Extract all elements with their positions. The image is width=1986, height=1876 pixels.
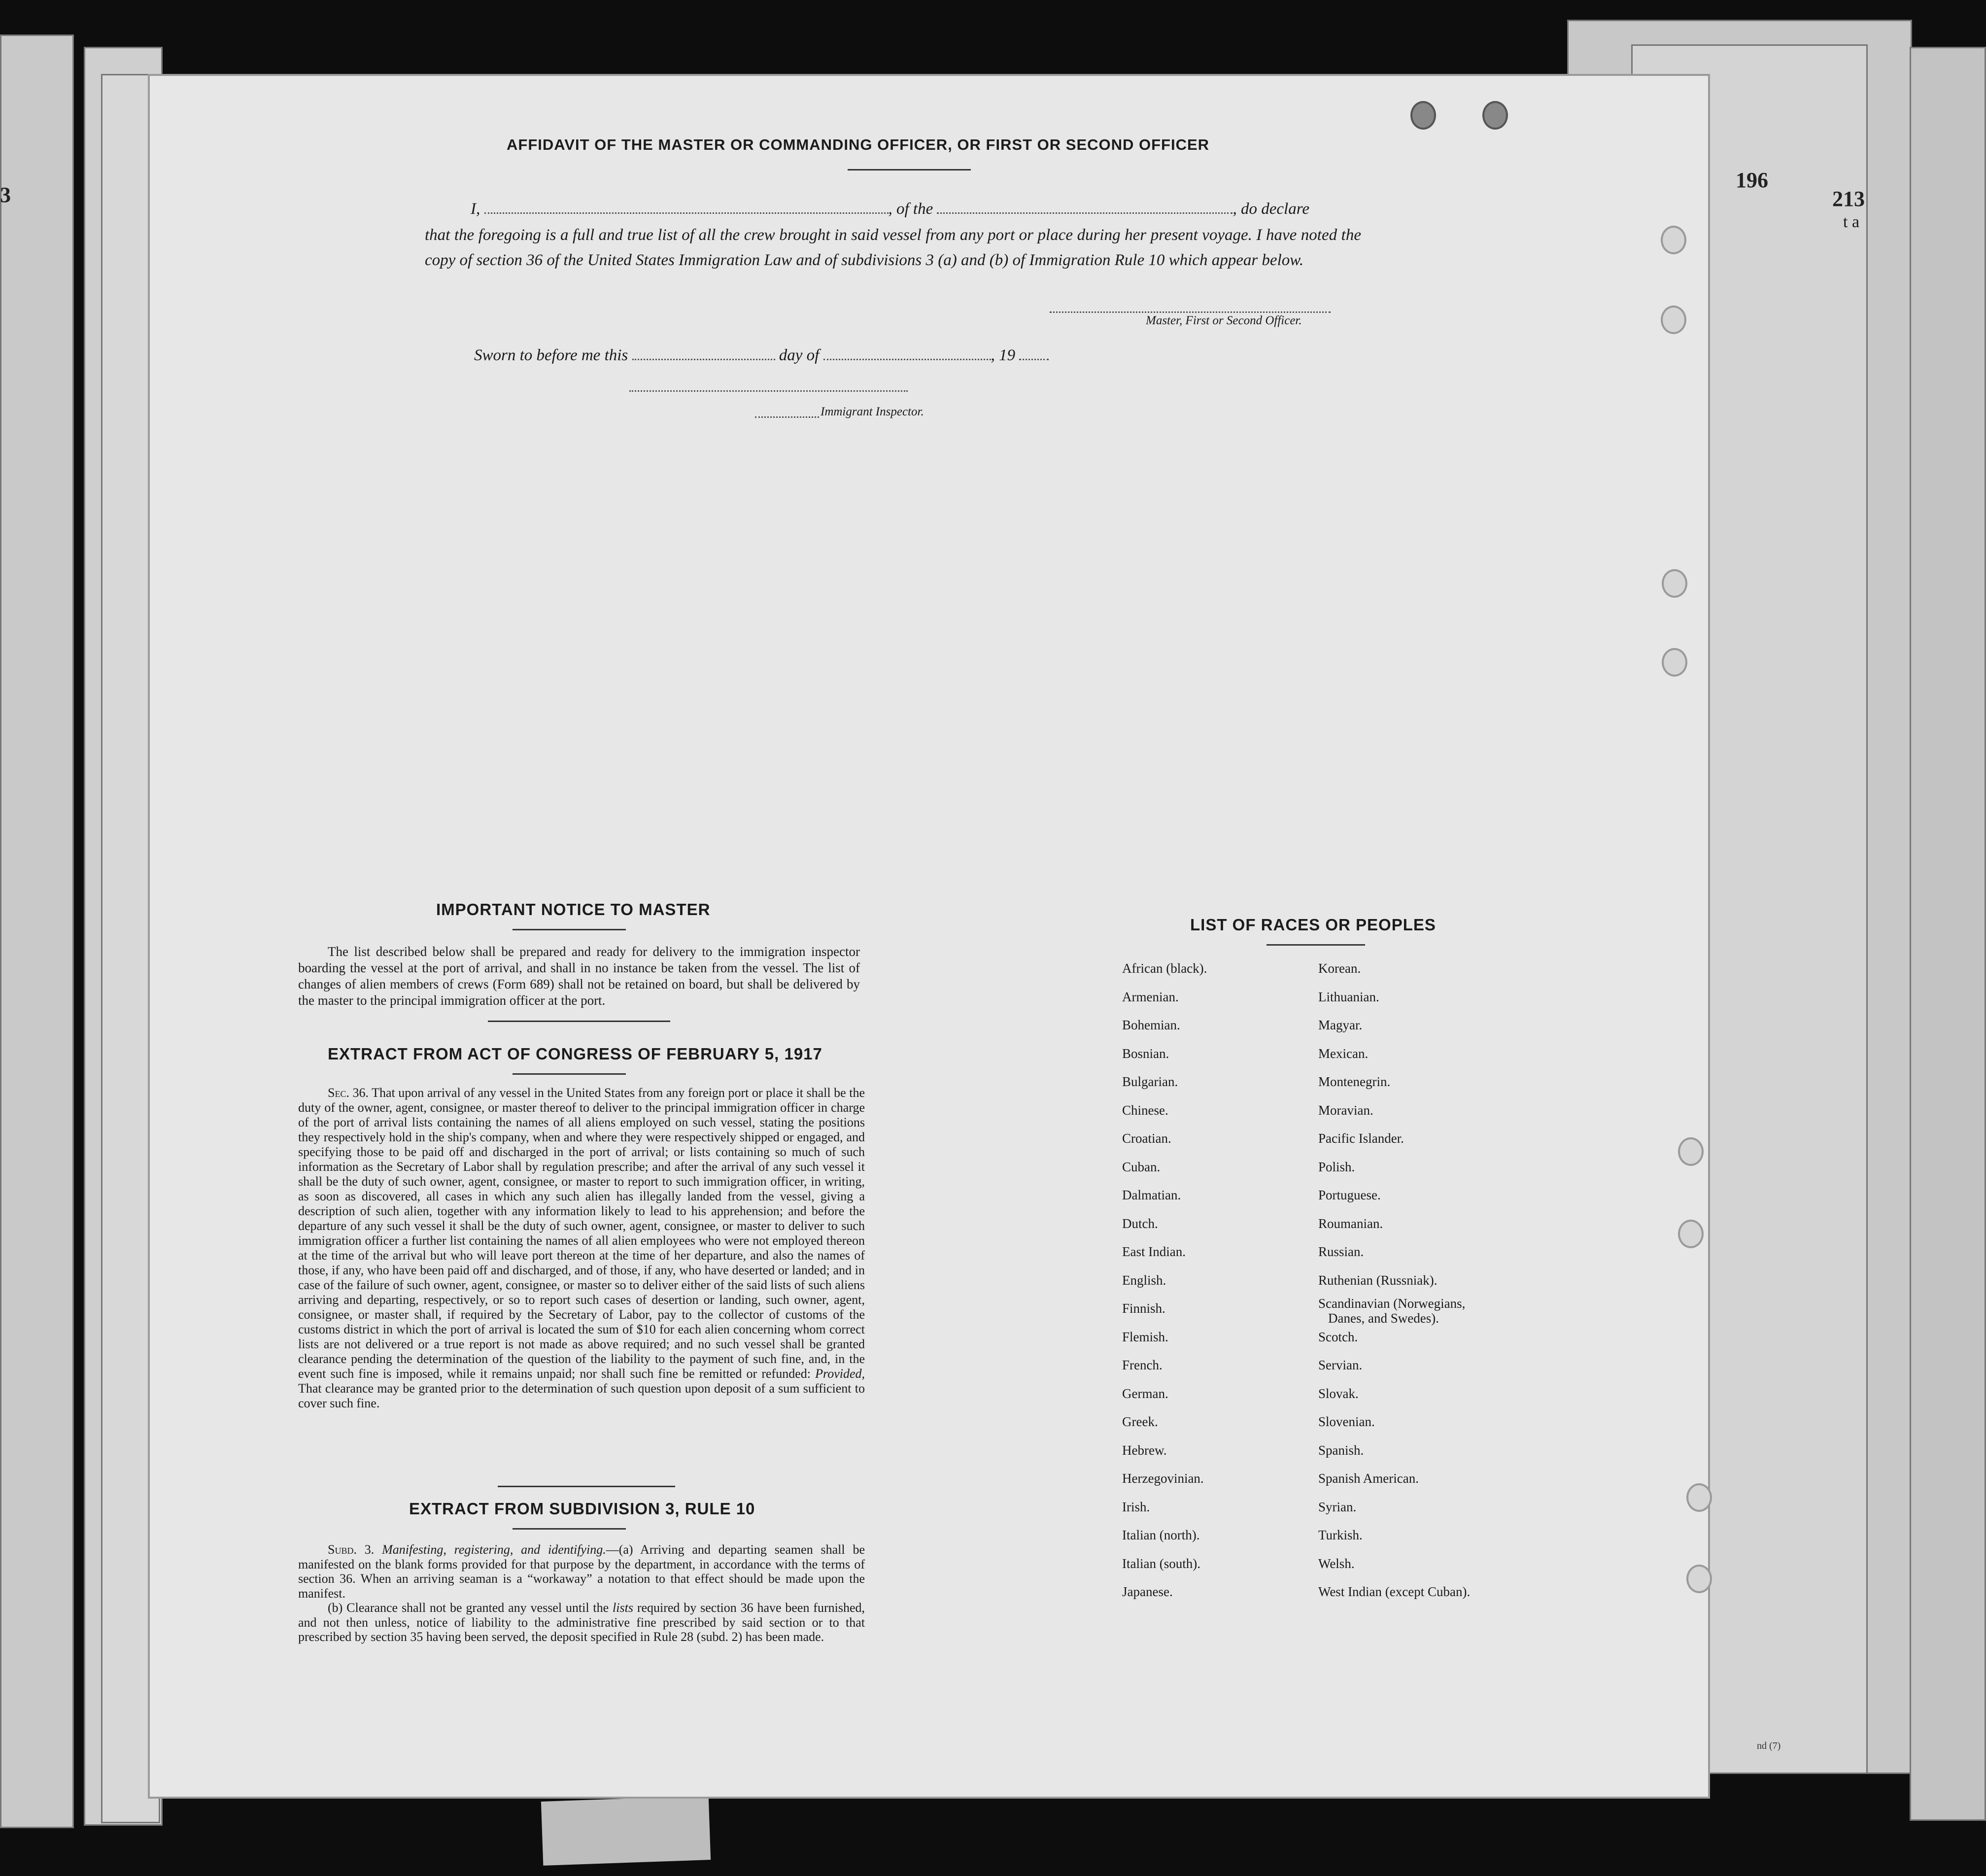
punch-hole [1662,648,1687,677]
race-item: East Indian. [1122,1244,1186,1259]
race-item: Pacific Islander. [1318,1131,1404,1146]
inspector-signature-line [629,390,908,392]
master-caption: Master, First or Second Officer. [1146,314,1302,327]
race-item: Moravian. [1318,1102,1373,1118]
punch-hole [1678,1137,1704,1166]
sworn-day-of: day of [779,346,820,364]
divider [498,1486,675,1487]
race-item: Montenegrin. [1318,1074,1391,1089]
punch-hole [1410,101,1436,130]
race-item: Russian. [1318,1244,1364,1259]
background-sheet-far-right [1910,47,1986,1821]
race-item: Danes, and Swedes). [1328,1311,1439,1326]
punch-hole [1482,101,1508,130]
background-sheet-left [0,34,74,1828]
affidavit-declare: , do declare [1233,200,1309,218]
race-item: Herzegovinian. [1122,1471,1204,1486]
divider [513,1528,626,1530]
race-item: Lithuanian. [1318,989,1379,1004]
sworn-line [474,346,1049,365]
para-b-text-2: required by section 36 have been furnished, and not then unless, notice of liability to the administrative fine prescribed by said section or to that prescribed by section 35 having been served, the deposit specified in Rule 28 (subd. 2) has been made. [298,1601,865,1644]
race-item: Ruthenian (Russniak). [1318,1272,1438,1288]
race-item: Finnish. [1122,1301,1165,1316]
punch-hole [1661,226,1686,254]
provided-word: Provided, [815,1366,865,1381]
race-item: Portuguese. [1318,1188,1381,1202]
punch-hole [1686,1565,1712,1593]
race-item: German. [1122,1386,1168,1401]
race-item: Flemish. [1122,1329,1168,1344]
bottom-tag [541,1796,711,1866]
notice-title: IMPORTANT NOTICE TO MASTER [436,900,711,919]
race-item: Spanish American. [1318,1471,1419,1486]
inspector-caption: Immigrant Inspector. [821,405,924,418]
section-text: That upon arrival of any vessel in the United States from any foreign port or place it shall be the duty of the owner, agent, consignee, or master thereof to deliver to the principal immigration officer in charge of the port of arrival lists containing the names of all aliens employed on such vessel, stating the positions they respectively hold in the ship's company, when and where they were respectively shipped or engaged, and specifying those to be paid off and discharged in the port of arrival; or lists containing so much of such information as the Secretary of Labor shall by regulation prescribe; and after the arrival of any such vessel it shall be the duty of such owner, agent, consignee, or master to report to such immigration officer, in writing, as soon as discovered, all cases in which any such alien has illegally landed from the vessel, giving a description of such alien, together with any information likely to lead to his apprehension; and before the departure of any such vessel it shall be the duty of such owner, agent, consignee, or master to deliver to such immigration officer a further list containing the names of all alien employees who were not employed thereon at the time of the arrival but who will leave port thereon at the time of her departure, and also the names of those, if any, who have been paid off and discharged, and of those, if any, who have deserted or landed; and in case of the failure of such owner, agent, consignee, or master so to deliver either of the said lists of such aliens arriving and departing, respectively, or so to report such cases of desertion or landing, such owner, agent, consignee, or master shall, if required by the Secretary of Labor, pay to the collector of customs of the customs district in which the port of arrival is located the sum of $10 for each alien concerning whom correct lists are not delivered or a true report is not made as above required; and no such vessel shall be granted clearance pending the determination of the question of the liability to the payment of such fine, and, in the event such fine is imposed, while it remains unpaid; nor shall such fine be remitted or refunded: [298,1086,865,1381]
race-item: Dutch. [1122,1216,1158,1231]
race-item: Mexican. [1318,1046,1369,1061]
race-item: Bulgarian. [1122,1074,1178,1089]
race-item: Japanese. [1122,1584,1173,1599]
race-item: Cuban. [1122,1159,1161,1174]
race-item: Bosnian. [1122,1046,1169,1061]
race-item: Servian. [1318,1358,1363,1372]
affidavit-body: that the foregoing is a full and true list of all the crew brought in said vessel from any port or place during her present voyage. I have noted the copy of section 36 of the United States Immigration Law and of subdivisions 3 (a) and (b) of Immigration Rule 10 which appear below. [425,226,1361,269]
subd-heading: Manifesting, registering, and identifying. [382,1542,606,1557]
race-item: West Indian (except Cuban). [1318,1584,1471,1599]
divider [513,1073,626,1075]
para-b-lists: lists [613,1601,633,1615]
race-item: Bohemian. [1122,1018,1180,1032]
race-item: French. [1122,1358,1163,1372]
inspector-signature-line-short [755,416,819,418]
right-sheet-fragment: t a [1843,213,1860,231]
punch-hole [1661,306,1686,334]
race-item: Hebrew. [1122,1442,1167,1458]
affidavit-title: AFFIDAVIT OF THE MASTER OR COMMANDING OFFICER, OR FIRST OR SECOND OFFICER [507,136,1210,153]
race-item: English. [1122,1272,1166,1288]
month-blank [823,346,991,360]
race-item: Korean. [1318,961,1361,976]
notice-text: The list described below shall be prepared and ready for delivery to the immigration inspector boarding the vessel at the port of arrival, and shall in no instance be taken from the vessel. The list of changes of alien members of crews (Form 689) shall not be retained on board, but shall be delivered by the master to the principal immigration officer at the port. [298,944,860,1008]
main-page [148,74,1710,1799]
para-a-text: Arriving and departing seamen shall be manifested on the blank forms provided for that purpose by the department, in accordance with the terms of section 36. When an arriving seaman is a “workaway” a notation to that effect should be made upon the manifest. [298,1542,865,1601]
footer-fragment: nd (7) [1757,1740,1781,1751]
name-blank [484,200,889,214]
race-item: Scotch. [1318,1329,1358,1344]
para-b-text-1: Clearance shall not be granted any vessel until the [346,1601,609,1615]
sworn-year: , 19 [991,346,1016,364]
divider [488,1021,670,1022]
race-item: Croatian. [1122,1131,1171,1146]
section-text-end: That clearance may be granted prior to the determination of such question upon deposit of a sum sufficient to cover such fine. [298,1381,865,1410]
punch-hole [1686,1483,1712,1512]
race-item: Slovak. [1318,1386,1359,1401]
race-item: Turkish. [1318,1528,1363,1542]
master-signature-line [1050,311,1331,313]
affidavit-i: I, [471,200,480,218]
extract-act-body [298,1086,865,1411]
subd-label: Subd. 3. [328,1542,375,1557]
affidavit-of-the: , of the [888,200,933,218]
notice-body [298,944,860,1009]
punch-hole [1678,1220,1704,1248]
divider [513,929,626,930]
races-title: LIST OF RACES OR PEOPLES [1190,916,1436,934]
day-blank [632,346,775,360]
para-a-prefix: —(a) [606,1542,633,1557]
sheet-number: 213 [1832,187,1865,211]
race-item: Scandinavian (Norwegians, [1318,1296,1466,1311]
page-number: 196 [1736,168,1768,192]
race-item: African (black). [1122,961,1207,976]
divider [848,169,971,171]
race-item: Syrian. [1318,1499,1357,1514]
race-item: Dalmatian. [1122,1188,1181,1202]
race-item: Greek. [1122,1414,1158,1429]
section-label: Sec. 36. [328,1086,369,1100]
race-item: Italian (north). [1122,1528,1200,1542]
race-item: Italian (south). [1122,1556,1200,1571]
left-sheet-number: 3 [0,183,11,207]
race-item: Slovenian. [1318,1414,1375,1429]
race-item: Chinese. [1122,1102,1168,1118]
race-item: Irish. [1122,1499,1150,1514]
divider [1267,944,1365,946]
race-item: Polish. [1318,1159,1355,1174]
extract-act-title: EXTRACT FROM ACT OF CONGRESS OF FEBRUARY 5, 1917 [328,1045,822,1063]
year-blank [1019,346,1049,360]
race-item: Spanish. [1318,1442,1364,1458]
race-item: Welsh. [1318,1556,1355,1571]
race-item: Roumanian. [1318,1216,1383,1231]
affidavit-line-1 [471,200,1309,218]
punch-hole [1662,569,1687,598]
sworn-prefix: Sworn to before me this [474,346,628,364]
extract-rule-title: EXTRACT FROM SUBDIVISION 3, RULE 10 [409,1500,755,1518]
race-item: Magyar. [1318,1018,1363,1032]
para-b-prefix: (b) [328,1601,343,1615]
race-item: Armenian. [1122,989,1179,1004]
vessel-blank [937,200,1233,214]
extract-rule-body [298,1542,865,1644]
